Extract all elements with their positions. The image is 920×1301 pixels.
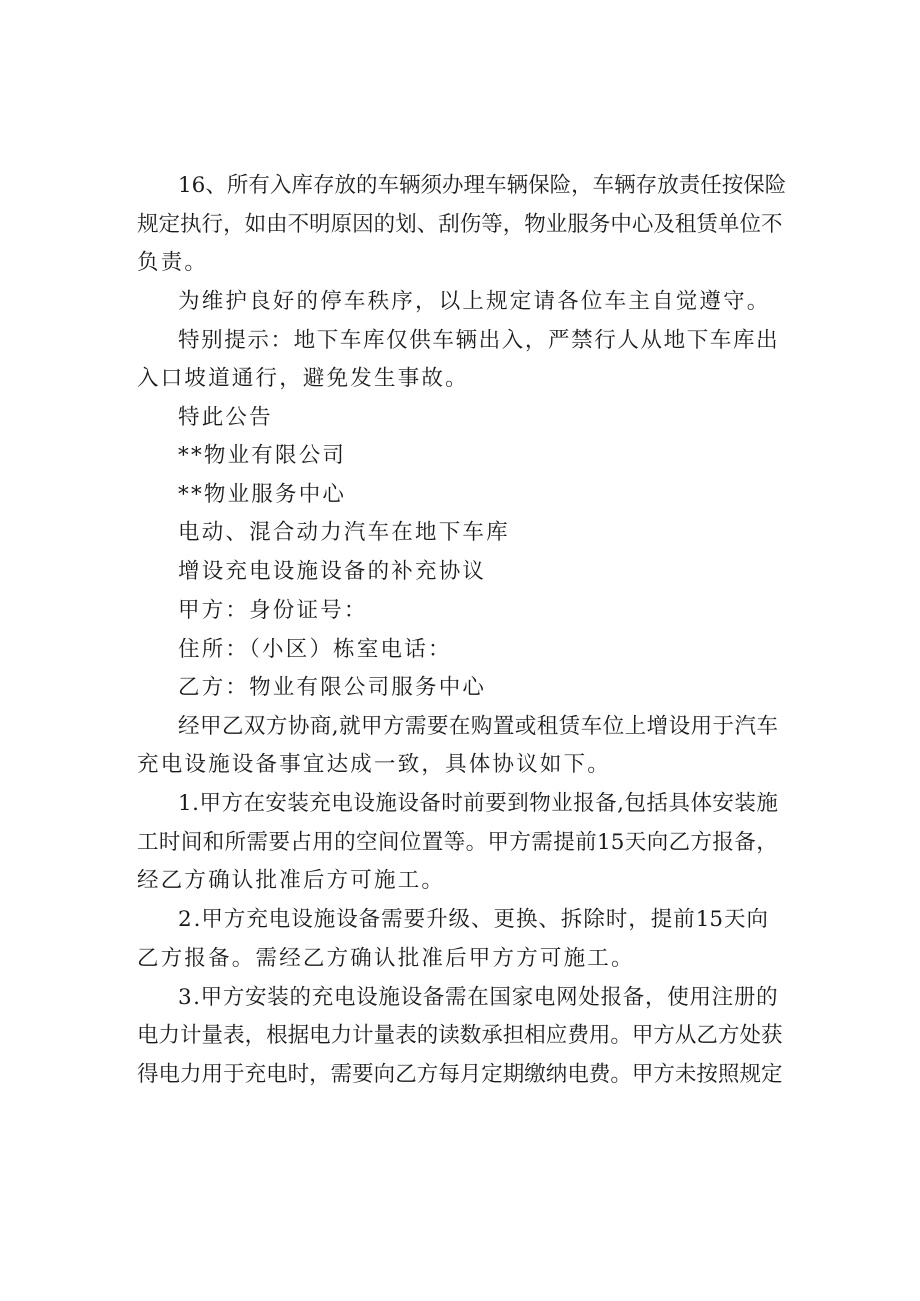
text-line: 增设充电设施设备的补充协议 <box>178 559 487 584</box>
text-line: 甲方：身份证号： <box>178 598 368 623</box>
text-line: 为维护良好的停车秩序，以上规定请各位车主自觉遵守。 <box>178 289 771 314</box>
text-line: 乙方：物业有限公司服务中心 <box>178 675 487 700</box>
text-line: 16 、 所 有 入 库 存 放 的 车 辆 须 办 理 车 辆 保 险 ， 车 辆 存 放 责 任 按 保 险 <box>178 173 787 198</box>
text-line: 经乙方确认批准后方可施工。 <box>137 868 446 893</box>
text-line: 特 别 提 示 ： 地 下 车 库 仅 供 车 辆 出 入 ， 严 禁 行 人 从 地 下 车 库 出 <box>178 328 778 353</box>
text-line: 工 时 间 和 所 需 要 占 用 的 空 间 位 置 等 。 甲 方 需 提 前 15 天 向 乙 方 报 备 ， <box>137 830 778 855</box>
text-line: 3 . 甲 方 安 装 的 充 电 设 施 设 备 需 在 国 家 电 网 处 报 备 ， 使 用 注 册 的 <box>178 985 778 1010</box>
text-line: 特此公告 <box>178 405 273 430</box>
text-line: 规 定 执 行 ， 如 由 不 明 原 因 的 划 、 刮 伤 等 ， 物 业 服 务 中 心 及 租 赁 单 位 不 <box>137 212 783 237</box>
text-line: 得 电 力 用 于 充 电 时 ， 需 要 向 乙 方 每 月 定 期 缴 纳 电 费 。 甲 方 未 按 照 规 定 <box>137 1062 783 1087</box>
text-line: 负责。 <box>137 250 209 275</box>
text-line: 1 . 甲 方 在 安 装 充 电 设 施 设 备 时 前 要 到 物 业 报 备 , 包 括 具 体 安 装 施 <box>178 791 778 816</box>
text-line: 充电设施设备事宜达成一致，具体协议如下。 <box>137 752 612 777</box>
text-line: **物业有限公司 <box>178 443 347 468</box>
text-line: 经 甲 乙 双 方 协 商 , 就 甲 方 需 要 在 购 置 或 租 赁 车 位 上 增 设 用 于 汽 车 <box>178 714 778 739</box>
text-line: **物业服务中心 <box>178 482 347 507</box>
text-line: 入口坡道通行，避免发生事故。 <box>137 366 469 391</box>
text-line: 电 力 计 量 表 ， 根 据 电 力 计 量 表 的 读 数 承 担 相 应 费 用 。 甲 方 从 乙 方 处 获 <box>137 1023 783 1048</box>
text-line: 电动、混合动力汽车在地下车库 <box>178 520 510 545</box>
text-line: 乙方报备。需经乙方确认批准后甲方方可施工。 <box>137 946 635 971</box>
text-line: 2 . 甲 方 充 电 设 施 设 备 需 要 升 级 、 更 换 、 拆 除 时 ， 提 前 15 天 向 <box>178 907 768 932</box>
text-line: 住所：（小区）栋室电话： <box>178 637 452 662</box>
